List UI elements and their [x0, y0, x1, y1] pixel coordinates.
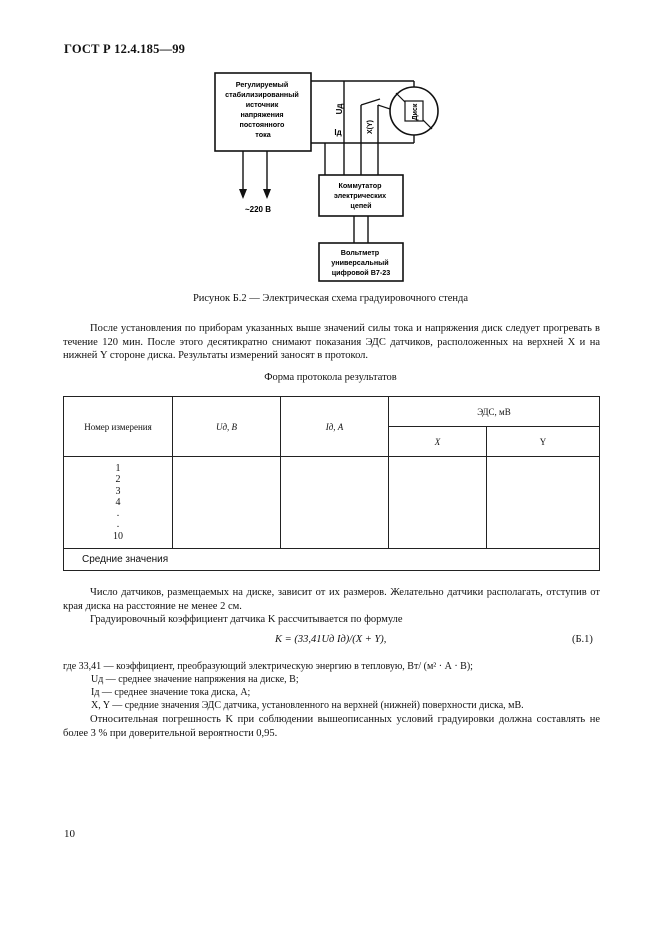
- definition-current: Iд — среднее значение тока диска, А;: [91, 687, 251, 698]
- current-cell: [281, 457, 389, 549]
- power-source-label: Регулируемый стабилизированный источник напряжения постоянного тока: [225, 80, 299, 139]
- list-item: 3: [115, 485, 121, 497]
- paragraph-sensors: Число датчиков, размещаемых на диске, зависит от их размеров. Желательно датчики располагать, отступив от края диска на расстояние не менее 2 см.: [63, 587, 600, 612]
- definition-coefficient: где 33,41 — коэффициент, преобразующий электрическую энергию в тепловую, Вт/ (м² · А · В);: [63, 661, 473, 672]
- list-item: 1: [115, 463, 121, 475]
- voltage-label: Uд: [335, 103, 344, 115]
- measurement-numbers: [64, 457, 173, 549]
- formula-number: (Б.1): [572, 634, 593, 645]
- table-title: Форма протокола результатов: [264, 372, 397, 383]
- header-x: X: [389, 427, 487, 457]
- xy-label: X(Y): [367, 120, 374, 134]
- average-values-row: Средние значения: [64, 549, 600, 571]
- commutator-label: Коммутатор электрических цепей: [333, 181, 387, 210]
- voltmeter-label: Вольтметр универсальный цифровой В7-23: [331, 248, 391, 277]
- voltage-cell: [173, 457, 281, 549]
- mains-label: ~220 В: [244, 205, 272, 214]
- figure-caption: Рисунок Б.2 — Электрическая схема градуировочного стенда: [192, 293, 469, 304]
- header-measurement-number: Номер измерения: [64, 397, 173, 457]
- results-protocol-table: [63, 396, 600, 571]
- paragraph-error: Относительная погрешность K при соблюдении вышеописанных условий градуировки должна составлять не более 3 % при доверительной вероятности 0,95.: [63, 714, 600, 739]
- list-item: 10: [113, 530, 123, 542]
- current-label: Iд: [334, 128, 342, 137]
- header-y: Y: [486, 427, 599, 457]
- header-current: Iд, А: [281, 397, 389, 457]
- definition-voltage: Uд — среднее значение напряжения на диске, В;: [91, 674, 299, 685]
- disk-label: Диск: [412, 103, 419, 121]
- paragraph-coefficient: Градуировочный коэффициент датчика K рассчитывается по формуле: [90, 614, 403, 625]
- list-item: .: [116, 508, 120, 520]
- list-item: 2: [115, 474, 121, 486]
- electrical-circuit-diagram: [200, 65, 480, 285]
- page-number: 10: [64, 828, 75, 840]
- x-cell: [389, 457, 487, 549]
- header-voltage: Uд, В: [173, 397, 281, 457]
- document-header: ГОСТ Р 12.4.185—99: [64, 42, 186, 56]
- definition-emf: X, Y — средние значения ЭДС датчика, установленного на верхней (нижней) поверхности диска, мВ.: [91, 700, 524, 711]
- header-emf: ЭДС, мВ: [389, 397, 600, 427]
- formula: K = (33,41Uд Iд)/(X + Y),: [275, 634, 387, 645]
- y-cell: [486, 457, 599, 549]
- paragraph-warmup: После установления по приборам указанных выше значений силы тока и напряжения диск следует прогревать в течение 120 мин. После этого десятикратно снимают показания ЭДС датчиков, расположенных на верхней X и на нижней Y стороне диска. Результаты измерений заносят в протокол.: [63, 323, 600, 361]
- list-item: .: [116, 519, 120, 531]
- list-item: 4: [115, 496, 121, 508]
